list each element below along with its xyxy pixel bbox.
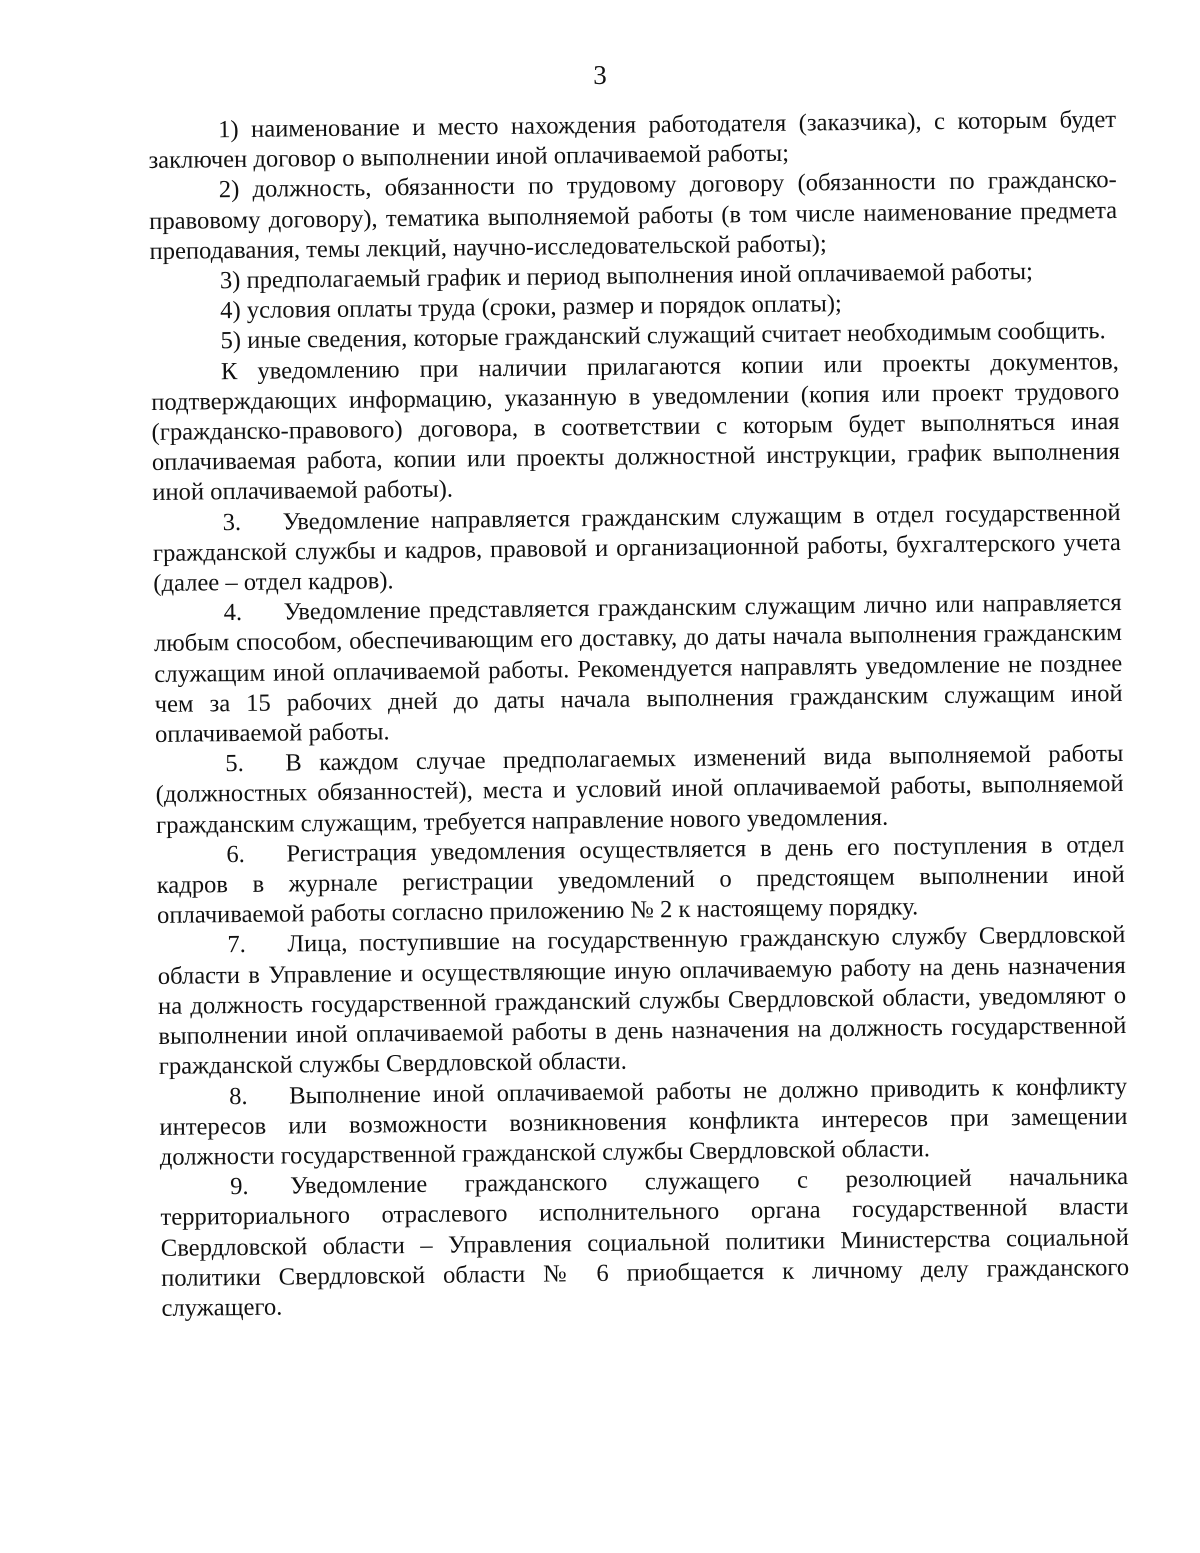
clause-text: Лица, поступившие на государственную гражданскую службу Свердловской области в Управление и осуществляющие иную оплачиваемую работу на день назначения на должность государственной гражданский службы Свердловской области, уведомляют о выполнении иной оплачиваемой работы в день назначения на должность государственной гражданской службы Свердловской области.: [157, 921, 1127, 1081]
clause-7: [157, 920, 1127, 1082]
clause-number: 6.: [226, 840, 245, 869]
clause-5: [155, 739, 1124, 841]
document-body: [148, 105, 1130, 1324]
clause-text: Уведомление направляется гражданским служащим в отдел государственной гражданской службы и кадров, правовой и организационной работы, бухгалтерского учета (далее – отдел кадров).: [152, 498, 1122, 598]
clause-number: 8.: [228, 1082, 248, 1110]
clause-text: Уведомление представляется гражданским служащим лично или направляется любым способом, обеспечивающим его доставку, до даты начала выполнения гражданским служащим иной оплачиваемой работы. Рекомендуется направлять уведомление не позднее чем за 15 рабочих дней до даты начала выполнения гражданским служащим иной оплачиваемой работы.: [153, 589, 1123, 749]
clause-number: 5.: [225, 750, 244, 778]
clause-text: Выполнение иной оплачиваемой работы не должно приводить к конфликту интересов или возможности возникновения конфликта интересов при замещении должности государственной гражданской службы Свердловской области.: [159, 1072, 1128, 1171]
attachments-paragraph: К уведомлению при наличии прилагаются копии или проекты документов, подтверждающих информацию, указанную в уведомлении (копия или проект трудового (гражданско-правового) договора, в соответствии с которым будет выполняться иная оплачиваемая работа, копии или проекты должностной инструкции, график выполнения иной оплачиваемой работы).: [151, 347, 1121, 507]
list-item-payment: 4) условия оплаты труда (сроки, размер и порядок оплаты);: [220, 290, 842, 325]
clause-number: 9.: [229, 1173, 249, 1201]
clause-9: [160, 1162, 1130, 1324]
clause-text: В каждом случае предполагаемых изменений вида выполняемой работы (должностных обязанностей), места и условий иной оплачиваемой работы, выполняемой гражданским служащим, требуется направление нового уведомления.: [155, 740, 1124, 839]
clause-number: 3.: [222, 508, 242, 536]
clause-4: [153, 588, 1123, 750]
list-item-employer: 1) наименование и место нахождения работодателя (заказчика), с которым будет заключен договор о выполнении иной оплачиваемой работы;: [148, 106, 1117, 175]
clause-number: 4.: [223, 599, 243, 627]
clause-6: [156, 830, 1125, 932]
list-item-other-info: 5) иные сведения, которые гражданский служащий считает необходимым сообщить.: [220, 317, 1106, 355]
list-item-position: 2) должность, обязанности по трудовому договору (обязанности по гражданско-правовому договору), тематика выполняемой работы (в том числе наименование предмета преподавания, темы лекций, научно-исследовательской работы);: [149, 166, 1118, 265]
page-number: 3: [593, 60, 607, 90]
clause-text: Уведомление гражданского служащего с резолюцией начальника территориального отраслевого исполнительного органа государственной власти Свердловской области – Управления социальной политики Министерства социальной политики Свердловской области № 6 приобщается к личному делу гражданского служащего.: [160, 1163, 1130, 1322]
clause-text: Регистрация уведомления осуществляется в день его поступления в отдел кадров в журнале регистрации уведомлений о предстоящем выполнении иной оплачиваемой работы согласно приложению № 2 к настоящему порядку.: [156, 830, 1125, 930]
clause-3: [152, 498, 1121, 600]
list-item-schedule: 3) предполагаемый график и период выполнения иной оплачиваемой работы;: [219, 257, 1034, 295]
clause-8: [159, 1071, 1128, 1173]
clause-number: 7.: [227, 931, 247, 959]
